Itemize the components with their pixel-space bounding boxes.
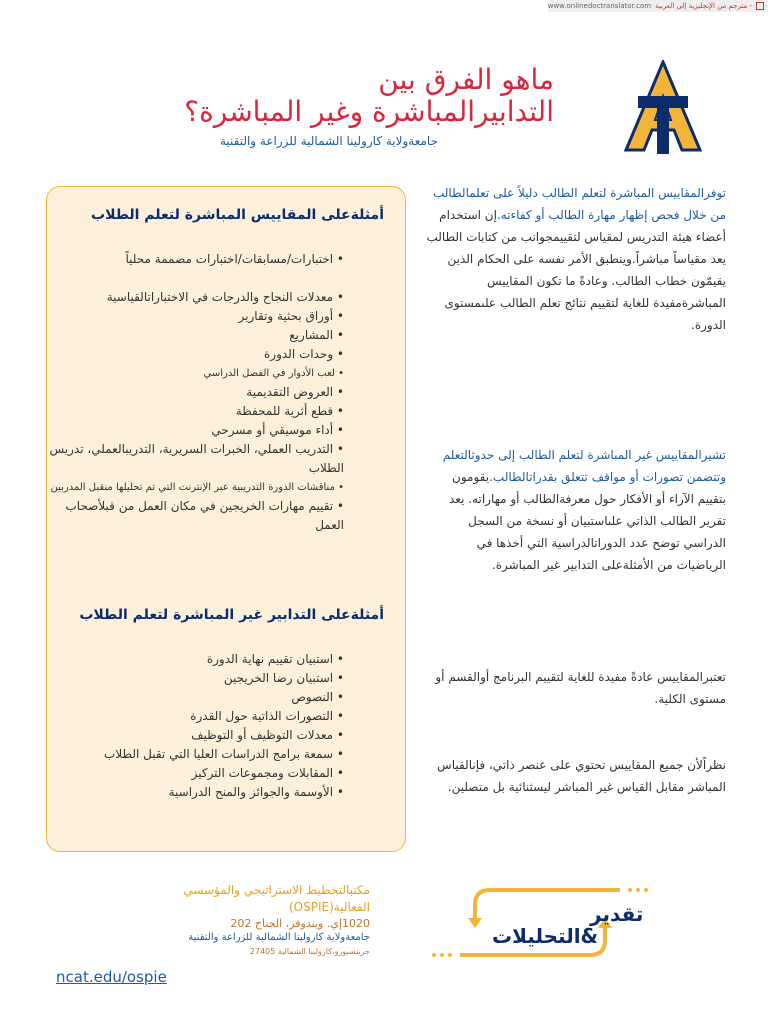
continuum-paragraph	[426, 754, 726, 798]
translator-url[interactable]: www.onlinedoctranslator.com	[547, 2, 652, 10]
direct-heading: أمثلةعلى المقاييس المباشرة لتعلم الطلاب	[91, 207, 384, 223]
list-item: • التصورات الذاتية حول القدرة	[190, 709, 344, 723]
list-item: • قطع أثرية للمحفظة	[235, 404, 344, 418]
indirect-list	[34, 650, 344, 802]
list-item: • المقابلات ومجموعات التركيز	[191, 766, 344, 780]
program-paragraph-body: تعتبرالمقاييس عادةً مفيدة للغاية لتقييم البرنامج أوالقسم أو مستوى الكلية.	[435, 670, 726, 706]
direct-paragraph-lead: توفرالمقاييس المباشرة لتعلم الطالب دليلاً على تعلمالطالب من خلال فحص إظهار مهارة الطالب أو كفاءته.	[432, 186, 726, 222]
direct-paragraph-body: إن استخدام أعضاء هيئة التدريس لمقياس لتقييمجوانب من كتابات الطالب يعد مقياساً مباشراً.وينطبق الأمر نفسه على الحكام الذين يقيمّون خطاب الطالب. وعادةً ما تكون المقاييس المباشرةمفيدة للغاية لتقييم نتائج تعلم الطالب علىمستوى الدورة.	[426, 208, 726, 332]
list-item: • استبيان رضا الخريجين	[223, 671, 344, 685]
list-item: • التدريب العملي، الخبرات السريرية، التدريبالعملي، تدريس الطلاب	[49, 442, 344, 475]
indirect-examples	[74, 604, 384, 626]
list-item: • معدلات النجاح والدرجات في الاختباراتالقياسية	[106, 290, 344, 304]
program-paragraph	[426, 666, 726, 710]
indirect-paragraph-body: يقومون بتقييم الآراء أو الأفكار حول معرفةالطالب أو مهاراته. يعد تقرير الطالب الذاتي علىاستبيان أو نسخة من السجل الدراسي توضح عدد الدوراتالدراسية التي أخذها في الرياضيات من الأمثلةعلى التدابير غير المباشرة.	[448, 470, 726, 572]
list-item: • المشاريع	[289, 328, 344, 342]
indirect-paragraph-lead: تشيرالمقاييس غير المباشرة لتعلم الطالب إلى حدوثالتعلم وتتضمن تصورات أو مواقف تتعلق بقدراتالطالب.	[442, 448, 726, 484]
university-name: جامعةولاية كارولينا الشمالية للزراعة والتقنية	[188, 932, 370, 943]
direct-list	[34, 250, 344, 535]
list-item: • الأوسمة والجوائز والمنح الدراسية	[168, 785, 344, 799]
list-item: • العروض التقديمية	[246, 385, 344, 399]
continuum-paragraph-body: نظراًلأن جميع المقاييس تحتوي على عنصر ذاتي، فإنالقياس المباشر مقابل القياس غير المباشر ليسثنائية بل متصلين.	[437, 758, 726, 794]
list-item: • سمعة برامج الدراسات العليا التي تقبل الطلاب	[104, 747, 344, 761]
direct-paragraph	[426, 182, 726, 336]
list-item: • تقييم مهارات الخريجين في مكان العمل من قبلأصحاب العمل	[65, 499, 344, 532]
title-line-1: ماهو الفرق بين	[378, 63, 554, 96]
footer-contact	[183, 882, 370, 959]
badge-word-1: تقدير	[590, 902, 644, 926]
translate-icon	[756, 2, 764, 10]
indirect-paragraph	[426, 444, 726, 576]
indirect-heading: أمثلةعلى التدابير غير المباشرة لتعلم الطلاب	[79, 607, 384, 623]
city-line: جرينسبورو،كارولينا الشمالية 27405	[249, 947, 370, 956]
ospie-link[interactable]: ncat.edu/ospie	[56, 968, 167, 986]
page-title	[184, 64, 554, 128]
office-address: 1020إي. ويندوفر، الجناح 202	[230, 917, 370, 930]
list-item: • وحدات الدورة	[263, 347, 344, 361]
list-item: • استبيان تقييم نهاية الدورة	[206, 652, 344, 666]
title-line-2: التدابيرالمباشرة وغير المباشرة؟	[184, 95, 554, 128]
list-item: • النصوص	[291, 690, 344, 704]
page-subtitle: جامعةولاية كارولينا الشمالية للزراعة والتقنية	[219, 134, 438, 148]
translator-banner	[548, 0, 768, 12]
list-item: • لعب الأدوار في الفصل الدراسي	[203, 368, 344, 379]
office-name: مكتبالتخطيط الاستراتيجي والمؤسسي	[183, 883, 370, 897]
list-item: • مناقشات الدورة التدريبية عبر الإنترنت التي تم تحليلها منقبل المدربين	[50, 482, 344, 493]
list-item: • أداء موسيقي أو مسرحي	[211, 423, 344, 437]
list-item: • اختبارات/مسابقات/اختبارات مصممة محلياً	[125, 252, 344, 266]
list-item: • أوراق بحثية وتقارير	[238, 309, 344, 323]
badge-word-2: &التحليلات	[492, 924, 598, 948]
university-logo	[624, 60, 702, 158]
translator-label: مترجم من الإنجليزية إلى العربية -	[655, 2, 752, 10]
assessment-badge	[430, 880, 650, 970]
office-name-2: الفعالية(OSPIE)	[288, 900, 370, 914]
list-item: • معدلات التوظيف أو التوظيف	[191, 728, 344, 742]
direct-examples	[74, 204, 384, 226]
